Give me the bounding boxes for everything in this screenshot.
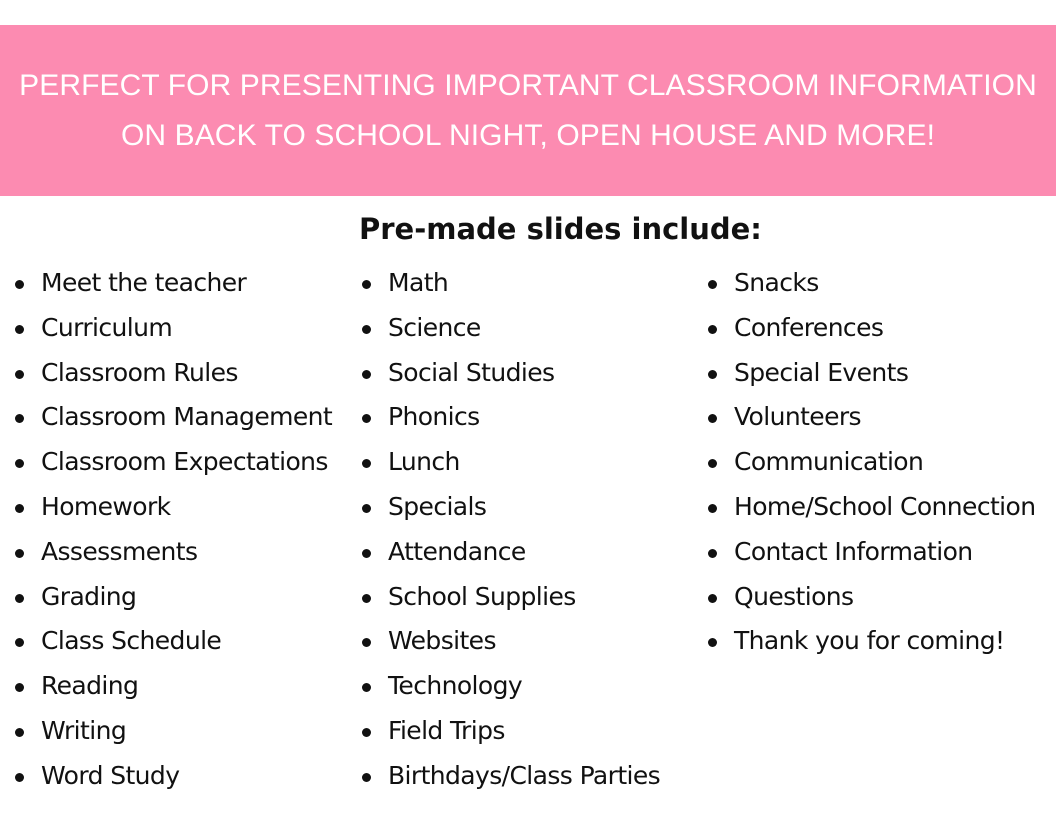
bullet-icon (15, 638, 24, 647)
bullet-icon (362, 325, 371, 334)
list-item-label: Reading (41, 671, 139, 701)
bullet-icon (708, 594, 717, 603)
list-item-label: Classroom Management (41, 402, 333, 432)
list-item-label: Classroom Rules (41, 357, 238, 387)
list-item-label: Volunteers (734, 402, 861, 432)
list-item-label: Grading (41, 581, 137, 611)
banner-line-1: PERFECT FOR PRESENTING IMPORTANT CLASSROOM INFORMATION (19, 68, 1037, 102)
list-item-label: Special Events (734, 357, 909, 387)
list-item (357, 530, 660, 575)
bullet-icon (708, 638, 717, 647)
list-item (10, 709, 332, 754)
list-item (357, 709, 660, 754)
list-item-label: Word Study (41, 760, 180, 790)
list-item (703, 619, 1035, 664)
bullet-icon (15, 594, 24, 603)
bullet-icon (362, 459, 371, 468)
bullet-icon (15, 280, 24, 289)
list-item (703, 485, 1035, 530)
list-item-label: Science (388, 312, 481, 342)
list-item (10, 530, 332, 575)
slide-list-column-2 (357, 261, 660, 799)
list-item (703, 395, 1035, 440)
list-item (703, 575, 1035, 620)
list-item (10, 395, 332, 440)
list-item-label: Conferences (734, 312, 884, 342)
bullet-icon (362, 773, 371, 782)
bullet-icon (15, 504, 24, 513)
slide-list-column-1 (10, 261, 332, 799)
bullet-icon (15, 549, 24, 558)
banner-line-2: ON BACK TO SCHOOL NIGHT, OPEN HOUSE AND MORE! (120, 118, 936, 152)
bullet-icon (15, 414, 24, 423)
bullet-icon (708, 504, 717, 513)
bullet-icon (362, 594, 371, 603)
bullet-icon (15, 370, 24, 379)
bullet-icon (708, 325, 717, 334)
slides-heading: Pre-made slides include: (359, 212, 762, 246)
list-item (357, 485, 660, 530)
list-item (357, 619, 660, 664)
list-item-label: Attendance (388, 536, 526, 566)
list-item-label: Classroom Expectations (41, 447, 328, 477)
bullet-icon (15, 459, 24, 468)
list-item (10, 440, 332, 485)
list-item-label: Websites (388, 626, 496, 656)
bullet-icon (708, 549, 717, 558)
list-item (10, 754, 332, 799)
list-item-label: Home/School Connection (734, 491, 1036, 521)
list-item (703, 351, 1035, 396)
bullet-icon (362, 549, 371, 558)
list-item (703, 530, 1035, 575)
bullet-icon (362, 414, 371, 423)
list-item-label: Specials (388, 491, 487, 521)
list-item (357, 306, 660, 351)
list-item (703, 306, 1035, 351)
bullet-icon (708, 280, 717, 289)
list-item (703, 440, 1035, 485)
bullet-icon (708, 370, 717, 379)
list-item (357, 754, 660, 799)
list-item (10, 261, 332, 306)
list-item-label: Social Studies (388, 357, 555, 387)
list-item (10, 351, 332, 396)
bullet-icon (15, 683, 24, 692)
bullet-icon (15, 728, 24, 737)
list-item-label: Contact Information (734, 536, 973, 566)
bullet-icon (708, 459, 717, 468)
bullet-icon (362, 683, 371, 692)
slide-list-column-3 (703, 261, 1035, 664)
list-item (10, 485, 332, 530)
list-item-label: Math (388, 268, 449, 297)
bullet-icon (15, 773, 24, 782)
list-item (357, 664, 660, 709)
list-item (10, 619, 332, 664)
list-item-label: Curriculum (41, 312, 173, 342)
list-item-label: Phonics (388, 402, 480, 432)
list-item-label: Communication (734, 447, 924, 477)
list-item (10, 664, 332, 709)
list-item-label: Meet the teacher (41, 268, 247, 297)
list-item-label: Class Schedule (41, 626, 222, 656)
list-item (357, 395, 660, 440)
bullet-icon (15, 325, 24, 334)
list-item-label: Lunch (388, 447, 460, 477)
list-item (357, 351, 660, 396)
banner (0, 25, 1056, 196)
list-item (357, 261, 660, 306)
list-item-label: Technology (388, 671, 523, 701)
list-item-label: Thank you for coming! (734, 626, 1005, 656)
list-item-label: Field Trips (388, 715, 505, 745)
bullet-icon (362, 728, 371, 737)
list-item-label: School Supplies (388, 581, 576, 611)
list-item (357, 575, 660, 620)
bullet-icon (362, 504, 371, 513)
list-item (357, 440, 660, 485)
list-item-label: Homework (41, 491, 171, 521)
list-item (703, 261, 1035, 306)
list-item-label: Writing (41, 715, 127, 745)
list-item-label: Snacks (734, 268, 819, 297)
bullet-icon (362, 638, 371, 647)
list-item (10, 306, 332, 351)
list-item (10, 575, 332, 620)
list-item-label: Birthdays/Class Parties (388, 760, 661, 790)
bullet-icon (362, 280, 371, 289)
list-item-label: Questions (734, 581, 854, 611)
bullet-icon (708, 414, 717, 423)
list-item-label: Assessments (41, 536, 198, 566)
bullet-icon (362, 370, 371, 379)
